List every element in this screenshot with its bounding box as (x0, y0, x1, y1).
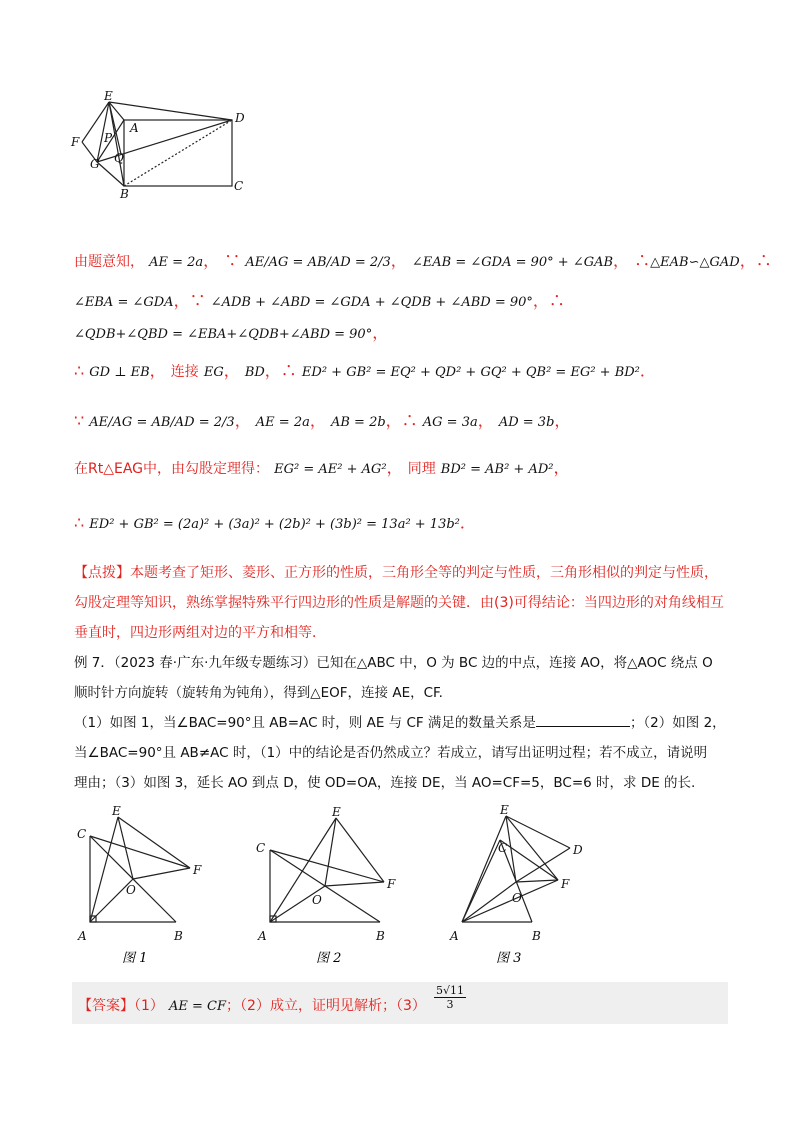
figure-1 (72, 800, 212, 970)
svg-text:E: E (112, 804, 121, 818)
svg-text:O: O (126, 883, 136, 897)
dianbo-tag: 【点拨】 (74, 565, 130, 581)
label-c: C (234, 179, 244, 193)
svg-text:C: C (256, 841, 266, 855)
svg-text:O: O (312, 893, 322, 907)
svg-text:C: C (498, 841, 508, 855)
solution-line-2: ∠EBA = ∠GDA，∵ ∠ADB + ∠ABD = ∠GDA + ∠QDB + ∠ABD = 90°，∴ (74, 291, 565, 310)
fig3-caption: 图 3 (496, 951, 522, 966)
label-d: D (235, 111, 245, 125)
svg-text:F: F (387, 877, 396, 891)
svg-text:B: B (532, 929, 541, 943)
svg-text:C: C (77, 827, 87, 841)
label-q: Q (114, 151, 124, 165)
solution-line-6: 在Rt△EAG中，由勾股定理得： EG² = AE² + AG²， 同理 BD² = AB² + AD²， (74, 458, 570, 477)
fig2-caption: 图 2 (316, 951, 342, 966)
svg-text:E: E (332, 805, 341, 819)
rectangle-abcd (124, 120, 232, 186)
label-f: F (71, 135, 80, 149)
label-e: E (104, 89, 113, 103)
answer-tag: 【答案】 (78, 998, 134, 1014)
solution-line-3: ∠QDB+∠QBD = ∠EBA+∠QDB+∠ABD = 90°， (74, 323, 389, 342)
answer-blank (536, 712, 630, 727)
svg-text:F: F (193, 863, 202, 877)
label-g: G (90, 157, 100, 171)
solution-line-5: ∵ AE/AG = AB/AD = 2/3， AE = 2a， AB = 2b，∴ AG = 3a， AD = 3b， (74, 411, 571, 430)
svg-text:A: A (258, 929, 267, 943)
fig1-caption: 图 1 (122, 951, 148, 966)
svg-text:A: A (450, 929, 459, 943)
svg-text:B: B (174, 929, 183, 943)
svg-text:F: F (561, 877, 570, 891)
svg-text:B: B (376, 929, 385, 943)
top-geometry-figure (68, 88, 258, 213)
answer-1: AE = CF (169, 999, 227, 1014)
figure-2 (252, 800, 412, 970)
answer-bar: 【答案】（1） AE = CF；（2）成立，证明见解析；（3） 5√11 3 (72, 982, 728, 1024)
figure-3 (442, 800, 602, 970)
svg-text:O: O (512, 891, 522, 905)
answer-3-fraction: 5√11 3 (436, 984, 465, 1011)
svg-text:A: A (78, 929, 87, 943)
label-p: P (104, 131, 113, 145)
dianbo-block: 【点拨】本题考查了矩形、菱形、正方形的性质，三角形全等的判定与性质，三角形相似的判定与性质， 勾股定理等知识，熟练掌握特殊平行四边形的性质是解题的关键．由(3)可得结论：当四边形的对角线相互 垂直时，四边形两组对边的平方和相等． (74, 565, 724, 641)
svg-text:D: D (573, 843, 583, 857)
label-a: A (130, 121, 139, 135)
solution-line-7: ∴ ED² + GB² = (2a)² + (3a)² + (2b)² + (3b)² = 13a² + 13b²． (74, 513, 476, 532)
solution-line-1: 由题意知， AE = 2a， ∵ AE/AG = AB/AD = 2/3， ∠EAB = ∠GDA = 90° + ∠GAB， ∴△EAB∽△GAD，∴ (74, 251, 772, 270)
example-7: 例 7．（2023 春·广东·九年级专题练习）已知在△ABC 中，O 为 BC 边的中点，连接 AO，将△AOC 绕点 O 顺时针方向旋转（旋转角为钝角），得到△EOF，连接 AE，CF. （1）如图 1，当∠BAC=90°且 AB=AC 时，则 AE 与 CF 满足的数量关系是 ；（2）如图 2， 当∠BAC=90°且 AB≠AC 时，（1）中的结论是否仍然成立？若成立，请写出证明过程；若不成立，请说明 理由；（3）如图 3，延长 AO 到点 D，使 OD=OA，连接 DE，当 AO=CF=5，BC=6 时，求 DE 的长. (74, 655, 726, 791)
svg-text:E: E (500, 803, 509, 817)
solution-line-4: ∴ GD ⊥ EB， 连接 EG， BD，∴ ED² + GB² = EQ² + QD² + GQ² + QB² = EG² + BD²． (74, 361, 656, 380)
label-b: B (120, 187, 129, 201)
